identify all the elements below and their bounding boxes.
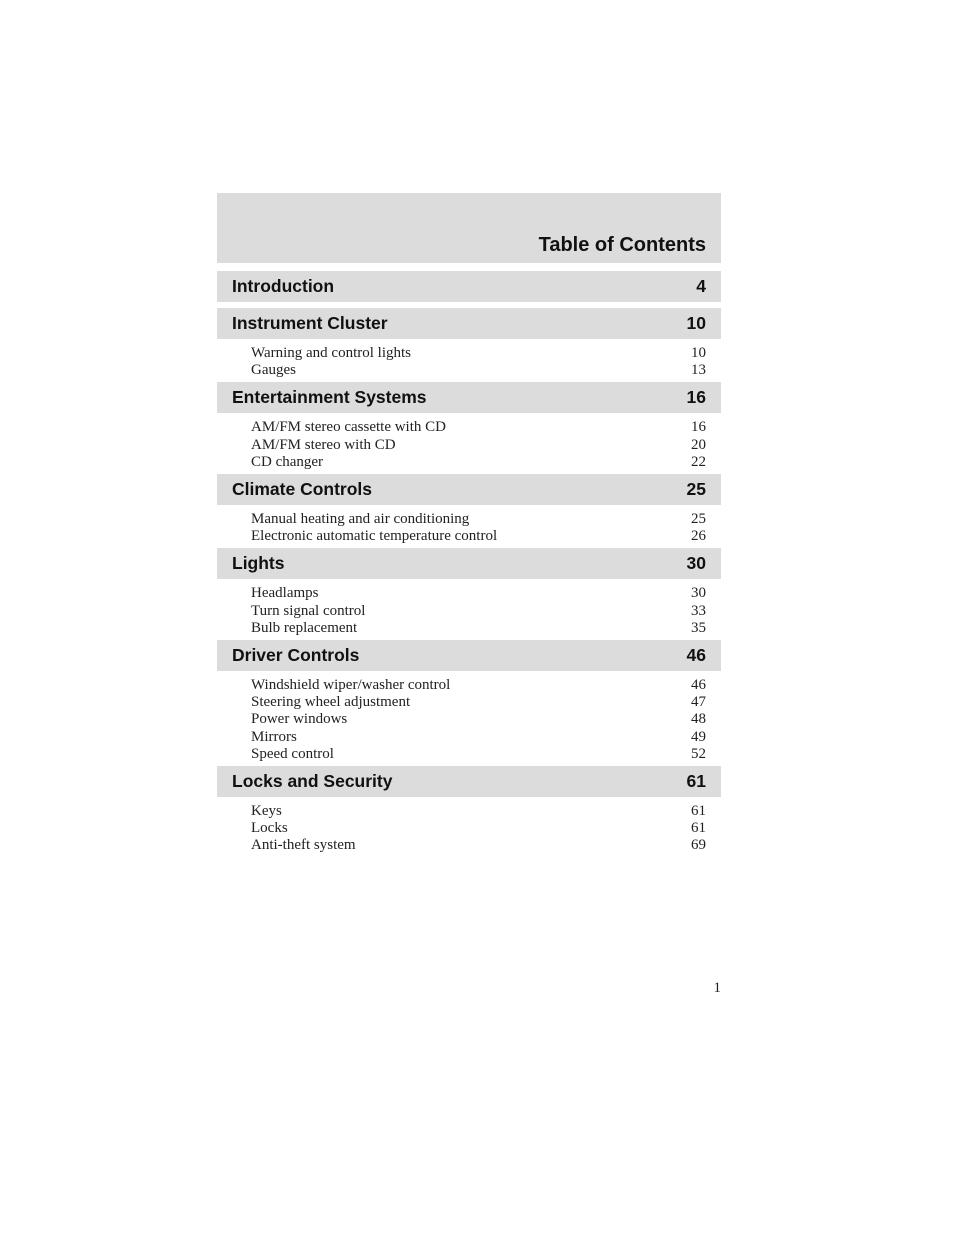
subsection-item[interactable] bbox=[251, 837, 706, 854]
section-heading[interactable] bbox=[217, 640, 721, 671]
toc-header bbox=[217, 193, 721, 263]
subsection-label: Power windows bbox=[251, 711, 348, 728]
section-title: Entertainment Systems bbox=[232, 387, 427, 408]
section-page: 10 bbox=[686, 313, 706, 333]
subsection-item[interactable] bbox=[251, 746, 706, 763]
subsection-page: 30 bbox=[691, 585, 706, 602]
subsection-page: 47 bbox=[691, 694, 706, 711]
subsection-label: Headlamps bbox=[251, 585, 319, 602]
subsection-label: Windshield wiper/washer control bbox=[251, 677, 451, 694]
subsection-page: 61 bbox=[691, 803, 706, 820]
subsection-label: CD changer bbox=[251, 453, 324, 470]
toc-title: Table of Contents bbox=[538, 234, 706, 256]
subsection-page: 26 bbox=[691, 528, 706, 545]
subsection-item[interactable] bbox=[251, 603, 706, 620]
subsection-page: 33 bbox=[691, 602, 706, 619]
subsection-item[interactable] bbox=[251, 528, 706, 545]
subsection-item[interactable] bbox=[251, 620, 706, 637]
subsection-page: 25 bbox=[691, 511, 706, 528]
subsection-list bbox=[217, 797, 721, 855]
subsection-label: Keys bbox=[251, 803, 282, 820]
subsection-item[interactable] bbox=[251, 345, 706, 362]
subsection-page: 35 bbox=[691, 619, 706, 636]
subsection-label: Locks bbox=[251, 820, 288, 837]
section-title: Instrument Cluster bbox=[232, 313, 388, 333]
subsection-page: 16 bbox=[691, 419, 706, 436]
subsection-page: 61 bbox=[691, 820, 706, 837]
section-page: 46 bbox=[686, 645, 706, 666]
section-page: 16 bbox=[686, 387, 706, 408]
subsection-page: 49 bbox=[691, 728, 706, 745]
section-title: Climate Controls bbox=[232, 479, 373, 500]
subsection-item[interactable] bbox=[251, 437, 706, 454]
subsection-item[interactable] bbox=[251, 677, 706, 694]
subsection-item[interactable] bbox=[251, 585, 706, 602]
section-heading[interactable] bbox=[217, 308, 721, 339]
section-title: Locks and Security bbox=[232, 771, 393, 792]
toc-sections bbox=[217, 271, 721, 855]
page-number: 1 bbox=[713, 980, 721, 996]
subsection-page: 10 bbox=[691, 345, 706, 361]
subsection-label: Anti-theft system bbox=[251, 837, 356, 854]
subsection-item[interactable] bbox=[251, 694, 706, 711]
subsection-page: 13 bbox=[691, 362, 706, 379]
subsection-page: 46 bbox=[691, 677, 706, 694]
subsection-page: 48 bbox=[691, 711, 706, 728]
subsection-item[interactable] bbox=[251, 729, 706, 746]
subsection-list bbox=[217, 579, 721, 637]
subsection-item[interactable] bbox=[251, 820, 706, 837]
subsection-list bbox=[217, 339, 721, 379]
section-page: 25 bbox=[686, 479, 706, 500]
section-page: 61 bbox=[686, 771, 706, 792]
subsection-page: 22 bbox=[691, 453, 706, 470]
section-heading[interactable] bbox=[217, 474, 721, 505]
subsection-item[interactable] bbox=[251, 362, 706, 379]
section-heading[interactable] bbox=[217, 548, 721, 579]
table-of-contents bbox=[217, 193, 721, 855]
section-title: Introduction bbox=[232, 276, 335, 296]
subsection-item[interactable] bbox=[251, 711, 706, 728]
subsection-label: Speed control bbox=[251, 745, 334, 762]
subsection-label: Gauges bbox=[251, 362, 296, 379]
subsection-label: Steering wheel adjustment bbox=[251, 694, 411, 711]
subsection-label: AM/FM stereo cassette with CD bbox=[251, 419, 446, 436]
section-heading[interactable] bbox=[217, 766, 721, 797]
subsection-label: Turn signal control bbox=[251, 602, 366, 619]
subsection-label: Mirrors bbox=[251, 728, 297, 745]
subsection-page: 20 bbox=[691, 436, 706, 453]
subsection-label: Manual heating and air conditioning bbox=[251, 511, 470, 528]
subsection-label: Bulb replacement bbox=[251, 619, 358, 636]
subsection-list bbox=[217, 505, 721, 545]
subsection-label: AM/FM stereo with CD bbox=[251, 436, 396, 453]
section-heading[interactable] bbox=[217, 382, 721, 413]
section-title: Lights bbox=[232, 553, 285, 574]
subsection-item[interactable] bbox=[251, 454, 706, 471]
section-heading[interactable] bbox=[217, 271, 721, 302]
subsection-label: Electronic automatic temperature control bbox=[251, 528, 498, 545]
subsection-page: 69 bbox=[691, 837, 706, 854]
section-page: 4 bbox=[696, 276, 706, 296]
subsection-item[interactable] bbox=[251, 511, 706, 528]
subsection-item[interactable] bbox=[251, 419, 706, 436]
section-title: Driver Controls bbox=[232, 645, 360, 666]
subsection-label: Warning and control lights bbox=[251, 345, 412, 361]
subsection-item[interactable] bbox=[251, 803, 706, 820]
subsection-page: 52 bbox=[691, 745, 706, 762]
section-page: 30 bbox=[686, 553, 706, 574]
subsection-list bbox=[217, 413, 721, 471]
subsection-list bbox=[217, 671, 721, 763]
